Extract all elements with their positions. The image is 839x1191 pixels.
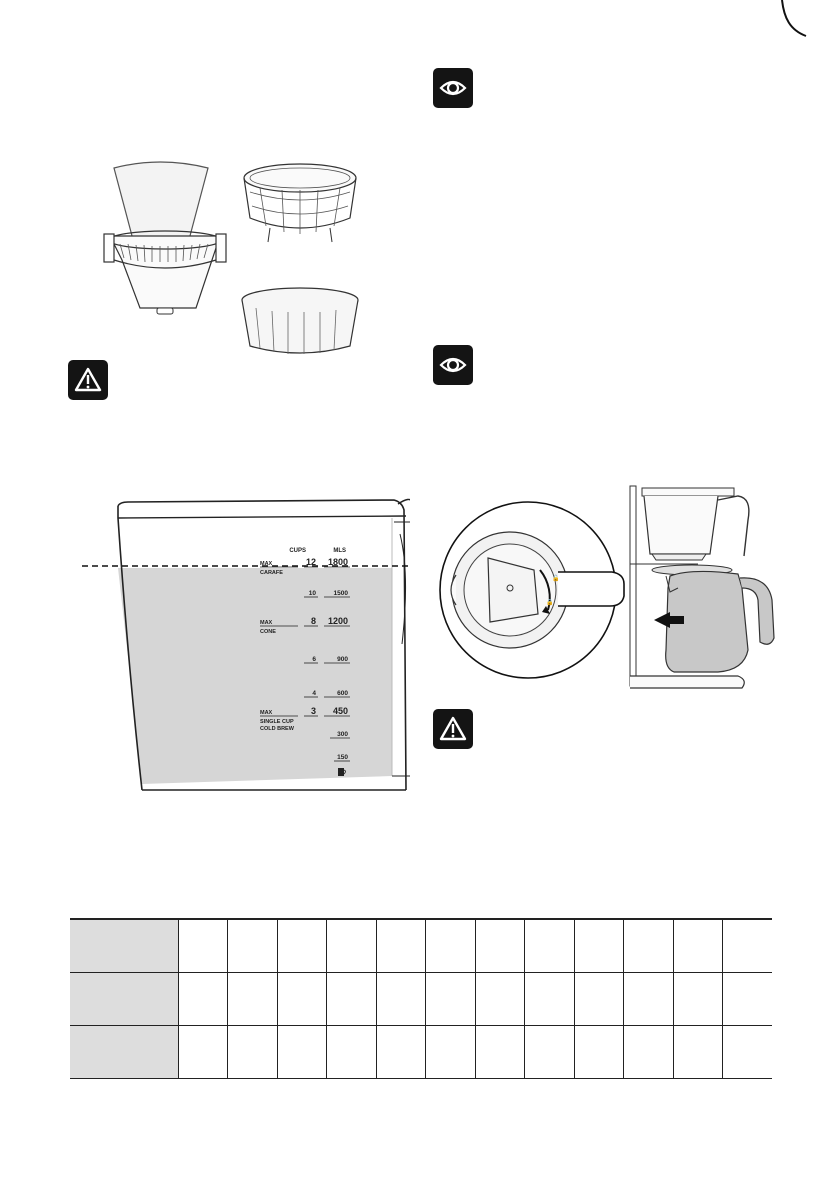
table-cell xyxy=(179,1026,228,1079)
table-cell xyxy=(673,973,722,1026)
cups-column-label: CUPS xyxy=(289,548,306,554)
page-corner-curve-icon xyxy=(780,0,808,38)
eye-icon xyxy=(433,68,473,108)
table-cell xyxy=(426,1026,475,1079)
jar-scale-marks xyxy=(250,540,360,780)
table-cell xyxy=(722,1026,772,1079)
scale-mls-value: 150 xyxy=(337,754,348,761)
water-reservoir-illustration xyxy=(80,494,410,794)
table-header-cell xyxy=(624,919,673,973)
svg-text:🔓: 🔓 xyxy=(552,576,560,582)
scale-sub-label: CONE xyxy=(260,629,276,635)
table-cell xyxy=(277,1026,326,1079)
table-cell xyxy=(426,973,475,1026)
scale-cups-value: 3 xyxy=(310,706,316,716)
table-cell xyxy=(228,1026,277,1079)
warning-triangle-icon xyxy=(433,709,473,749)
table-row xyxy=(70,1026,772,1079)
table-cell xyxy=(525,1026,574,1079)
table-cell xyxy=(574,1026,623,1079)
table-header-cell xyxy=(327,919,376,973)
eye-icon xyxy=(433,345,473,385)
table-header-cell xyxy=(722,919,772,973)
table-cell xyxy=(277,973,326,1026)
table-cell xyxy=(327,1026,376,1079)
table-row-header-cell xyxy=(70,919,179,973)
scale-mls-value: 900 xyxy=(337,656,348,663)
scale-cups-value: 4 xyxy=(312,690,316,697)
scale-mls-value: 300 xyxy=(337,731,348,738)
scale-cups-value: 8 xyxy=(310,616,316,626)
scale-max-label: MAX xyxy=(260,561,273,567)
table-row-header-cell xyxy=(70,1026,179,1079)
scale-sub-label: CARAFE xyxy=(260,570,283,576)
scale-mls-value: 450 xyxy=(332,706,348,716)
table-row-header-cell xyxy=(70,973,179,1026)
scale-mls-value: 600 xyxy=(337,690,348,697)
filter-basket-illustration xyxy=(100,148,370,373)
table-cell xyxy=(624,973,673,1026)
mls-column-label: MLS xyxy=(333,548,346,554)
warning-triangle-icon xyxy=(68,360,108,400)
table-header-cell xyxy=(475,919,524,973)
scale-mls-value: 1500 xyxy=(333,590,348,597)
scale-max-label: MAX xyxy=(260,710,273,716)
table-cell xyxy=(624,1026,673,1079)
table-cell xyxy=(525,973,574,1026)
table-cell xyxy=(376,1026,425,1079)
table-header-row xyxy=(70,919,772,973)
carafe-lid-and-machine-illustration xyxy=(438,480,778,695)
svg-text:🔒: 🔒 xyxy=(546,600,554,606)
scale-cups-value: 10 xyxy=(308,590,316,597)
table-cell xyxy=(228,973,277,1026)
scale-mls-value: 1800 xyxy=(327,557,348,567)
data-table xyxy=(70,918,772,1079)
cup-icon xyxy=(338,768,346,776)
table-cell xyxy=(574,973,623,1026)
scale-max-label: MAX xyxy=(260,620,273,626)
table-cell xyxy=(179,973,228,1026)
scale-sub-label-2: COLD BREW xyxy=(260,726,294,732)
table-header-cell xyxy=(426,919,475,973)
table-row xyxy=(70,973,772,1026)
scale-cups-value: 6 xyxy=(312,656,316,663)
table-cell xyxy=(475,1026,524,1079)
table-cell xyxy=(722,973,772,1026)
scale-sub-label: SINGLE CUP xyxy=(260,719,294,725)
table-header-cell xyxy=(277,919,326,973)
table-header-cell xyxy=(673,919,722,973)
table-header-cell xyxy=(525,919,574,973)
table-cell xyxy=(376,973,425,1026)
scale-cups-value: 12 xyxy=(305,557,316,567)
table-cell xyxy=(327,973,376,1026)
scale-mls-value: 1200 xyxy=(327,616,348,626)
table-cell xyxy=(673,1026,722,1079)
table-header-cell xyxy=(574,919,623,973)
table-header-cell xyxy=(179,919,228,973)
table-cell xyxy=(475,973,524,1026)
table-header-cell xyxy=(376,919,425,973)
table-header-cell xyxy=(228,919,277,973)
